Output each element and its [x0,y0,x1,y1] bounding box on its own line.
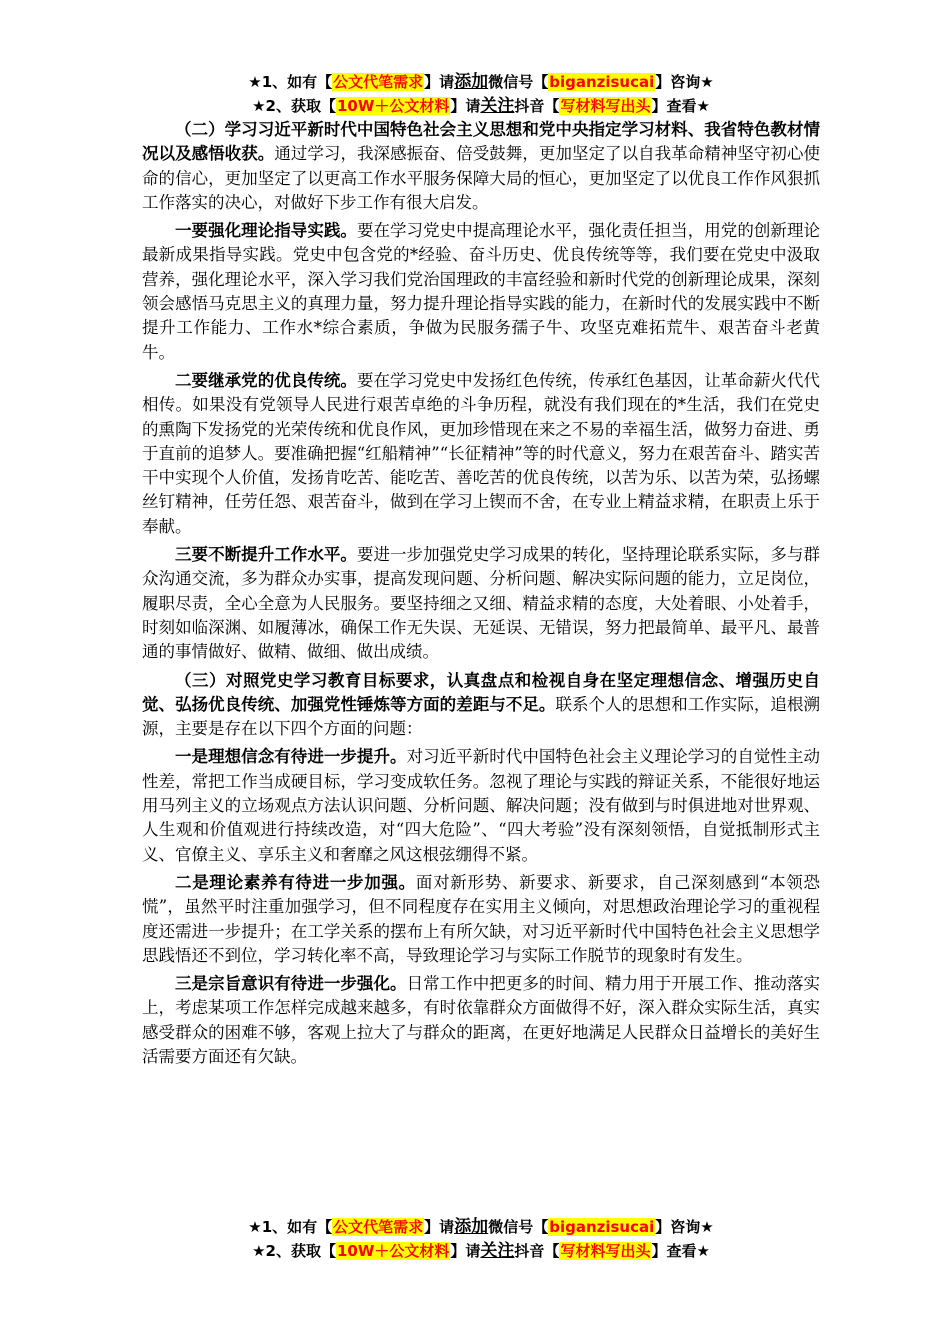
highlight-wechat-id: biganzisucai [549,73,655,91]
paragraph [142,543,820,664]
paragraph [142,745,820,866]
promo-line-1: ★1、如有【公文代笔需求】请添加微信号【biganzisucai】咨询★ [248,1217,714,1237]
paragraph-heading: 一要强化理论指导实践。 [175,221,357,241]
paragraph-heading: 二要继承党的优良传统。 [175,370,357,390]
paragraph-text: 联系个人的思想和工作实际，追根溯源，主要是存在以下四个方面的问题： [142,694,821,739]
paragraph-text: 要进一步加强党史学习成果的转化，坚持理论联系实际，多与群众沟通交流，多为群众办实事，提高发现问题、分析问题、解决实际问题的能力，立足岗位，履职尽责，全心全意为人民服务。要坚持细之又细、精益求精的态度，大处着眼、小处着手，时刻如临深渊、如履薄冰，确保工作无失误、无延误、无错误，努力把最简单、最平凡、最普通的事情做好、做精、做细、做出成绩。 [142,545,821,662]
highlight-douyin: 写材料写出头 [560,1242,651,1260]
article-content [142,118,820,1069]
paragraph-heading: 三是宗旨意识有待进一步强化。 [175,974,407,994]
paragraph-text: 日常工作中把更多的时间、精力用于开展工作、推动落实上，考虑某项工作怎样完成越来越多，有时依靠群众方面做得不好，深入群众实际生活，真实感受群众的困难不够，客观上拉大了与群众的距离，在更好地满足人民群众日益增长的美好生活需要方面还有欠缺。 [142,974,821,1066]
underlined-follow: 关注 [480,96,515,116]
underlined-follow: 关注 [480,1241,515,1261]
highlight-ghostwriting: 公文代笔需求 [333,73,424,91]
paragraph [142,669,820,742]
paragraph [142,972,820,1069]
paragraph [142,219,820,365]
star-icon: ★ [248,73,262,91]
paragraph [142,118,820,215]
paragraph-text: 要在学习党史中提高理论水平，强化责任担当，用党的创新理论最新成果指导实践。党史中包含党的*经验、奋斗历史、优良传统等等，我们要在党史中汲取营养，强化理论水平，深入学习我们党治国理政的丰富经验和新时代党的创新理论成果，深刻领会感悟马克思主义的真理力量，努力提升理论指导实践的能力，在新时代的发展实践中不断提升工作能力、工作水*综合素质，争做为民服务孺子牛、攻坚克难拓荒牛、艰苦奋斗老黄牛。 [142,221,821,362]
highlight-wechat-id: biganzisucai [549,1218,655,1236]
underlined-add: 添加 [454,1217,489,1237]
paragraph-text: 要在学习党史中发扬红色传统，传承红色基因，让革命薪火代代相传。如果没有党领导人民进行艰苦卓绝的斗争历程，就没有我们现在的*生活，我们在党史的熏陶下发扬党的光荣传统和优良作风，更加珍惜现在来之不易的幸福生活，做努力奋进、勇于直前的追梦人。要准确把握“红船精神”“长征精神”等的时代意义，努力在艰苦奋斗、踏实苦干中实现个人价值，发扬肯吃苦、能吃苦、善吃苦的优良传统，以苦为乐、以苦为荣，弘扬螺丝钉精神，任劳任怨、艰苦奋斗，做到在学习上锲而不舍，在专业上精益求精，在职责上乐于奉献。 [142,370,821,536]
underlined-add: 添加 [454,72,489,92]
star-icon: ★ [252,97,266,115]
highlight-douyin: 写材料写出头 [560,97,651,115]
document-body [142,70,820,1069]
promo-banner-bottom [142,1215,820,1263]
paragraph-heading: （二）学习习近平新时代中国特色社会主义思想和党中央指定学习材料、我省特色教材情况以及感悟收获。 [142,120,820,164]
star-icon: ★ [248,1218,262,1236]
paragraph-text: 通过学习，我深感振奋、倍受鼓舞，更加坚定了以自我革命精神坚守初心使命的信心，更加坚定了以更高工作水平服务保障大局的恒心，更加坚定了以优良工作作风狠抓工作落实的决心，对做好下步工作有很大启发。 [142,144,821,212]
paragraph-heading: 一是理想信念有待进一步提升。 [175,747,407,767]
paragraph-heading: 三要不断提升工作水平。 [175,545,357,565]
promo-line-2: ★2、获取【10W＋公文材料】请关注抖音【写材料写出头】查看★ [252,1241,710,1261]
highlight-ghostwriting: 公文代笔需求 [333,1218,424,1236]
paragraph-heading: 二是理论素养有待进一步加强。 [175,872,416,892]
promo-line-1: ★1、如有【公文代笔需求】请添加微信号【biganzisucai】咨询★ [248,72,714,92]
paragraph-heading: （三）对照党史学习教育目标要求，认真盘点和检视自身在坚定理想信念、增强历史自觉、弘扬优良传统、加强党性锤炼等方面的差距与不足。 [142,670,820,714]
promo-banner-top [142,70,820,118]
highlight-materials: 10W＋公文材料 [336,97,450,115]
paragraph-text: 面对新形势、新要求、新要求，自己深刻感到“本领恐慌”，虽然平时注重加强学习，但不同程度存在实用主义倾向，对思想政治理论学习的重视程度还需进一步提升；在工学关系的摆布上有所欠缺，对习近平新时代中国特色社会主义思想学思践悟还不到位，学习转化率不高，导致理论学习与实际工作脱节的现象时有发生。 [142,872,821,965]
paragraph [142,369,820,539]
paragraph [142,871,820,968]
star-icon: ★ [252,1242,266,1260]
highlight-materials: 10W＋公文材料 [336,1242,450,1260]
paragraph-text: 对习近平新时代中国特色社会主义理论学习的自觉性主动性差，常把工作当成硬目标，学习变成软任务。忽视了理论与实践的辩证关系，不能很好地运用马列主义的立场观点方法认识问题、分析问题、解决问题；没有做到与时俱进地对世界观、人生观和价值观进行持续改造，对“四大危险”、“四大考验”没有深刻领悟，自觉抵制形式主义、官僚主义、享乐主义和奢靡之风这根弦绷得不紧。 [142,747,821,864]
promo-line-2: ★2、获取【10W＋公文材料】请关注抖音【写材料写出头】查看★ [252,96,710,116]
